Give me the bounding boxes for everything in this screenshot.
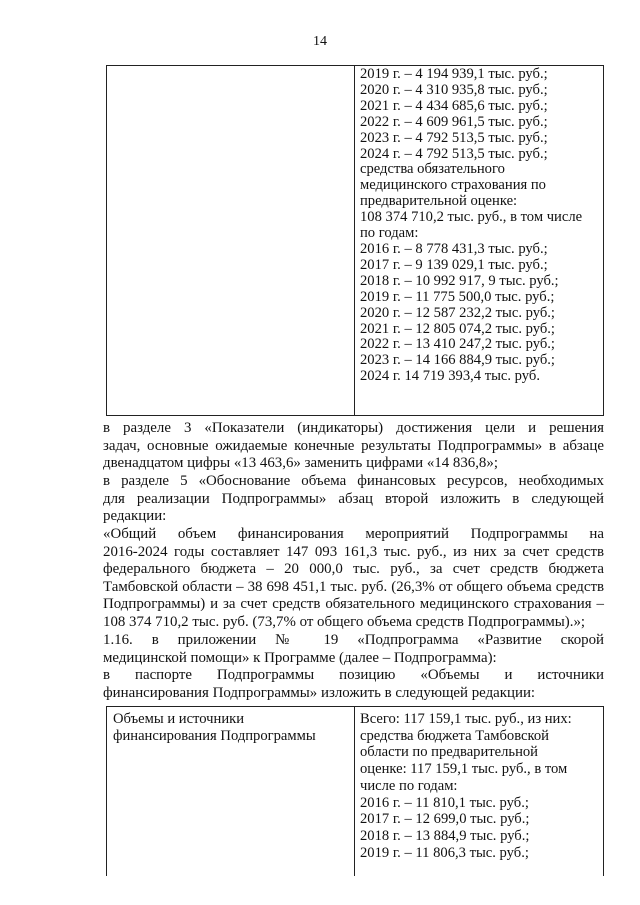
table-line: 2021 г. – 4 434 685,6 тыс. руб.; [359, 97, 548, 114]
paragraph-section-3 [103, 420, 604, 473]
financing-table-continued [106, 65, 604, 416]
table-line: 2020 г. – 12 587 232,2 тыс. руб.; [359, 304, 555, 321]
table-line: 108 374 710,2 тыс. руб., в том числе [359, 209, 583, 226]
paragraph-line: 2016-2024 годы составляет 147 093 161,3 тыс. руб., из них за счет средств [103, 543, 604, 560]
table-left-cell [107, 707, 355, 876]
paragraph-line: медицинской помощи» к Программе (далее – Подпрограмма): [103, 649, 497, 666]
table-line: оценке: 117 159,1 тыс. руб., в том [360, 761, 568, 778]
paragraph-quote-total [103, 526, 604, 632]
table-line: средства обязательного [359, 161, 505, 178]
table-line: 2020 г. – 4 310 935,8 тыс. руб.; [359, 81, 548, 98]
paragraph-line: Тамбовской области – 38 698 451,1 тыс. руб. (26,3% от общего объема средств [103, 578, 604, 595]
table-line: 2024 г. – 4 792 513,5 тыс. руб.; [359, 145, 548, 162]
table-right-cell [355, 707, 603, 876]
table-line: числе по годам: [360, 777, 458, 794]
table-line: предварительной оценке: [359, 193, 518, 210]
table-line: 2019 г. – 11 775 500,0 тыс. руб.; [359, 288, 555, 305]
paragraph-line: в разделе 5 «Обоснование объема финансовых ресурсов, необходимых [103, 473, 604, 489]
table-line: 2018 г. – 10 992 917, 9 тыс. руб.; [359, 272, 559, 289]
table-line: 2023 г. – 14 166 884,9 тыс. руб.; [359, 352, 555, 369]
table-left-cell [107, 66, 355, 415]
paragraph-line: 108 374 710,2 тыс. руб. (73,7% от общего объема средств Подпрограммы).»; [103, 613, 586, 630]
paragraph-line: Подпрограммы) и за счет средств обязательного медицинского страхования – [103, 596, 604, 613]
financing-table-new [106, 706, 604, 876]
table-line: 2022 г. – 4 609 961,5 тыс. руб.; [359, 113, 548, 130]
paragraph-line: федерального бюджета – 20 000,0 тыс. руб., за счет средств бюджета [103, 561, 604, 578]
paragraph-line: двенадцатом цифры «13 463,6» заменить цифрами «14 836,8»; [103, 455, 498, 472]
paragraph-line: для реализации Подпрограммы» абзац второй изложить в следующей [103, 490, 604, 507]
paragraph-line: задач, основные ожидаемые конечные результаты Подпрограммы» в абзаце [103, 437, 604, 454]
table-line: 2024 г. 14 719 393,4 тыс. руб. [359, 368, 540, 385]
table-line: 2019 г. – 11 806,3 тыс. руб.; [360, 844, 529, 861]
table-line: Всего: 117 159,1 тыс. руб., из них: [360, 711, 572, 727]
table-line: 2017 г. – 12 699,0 тыс. руб.; [360, 811, 530, 828]
paragraph-line: «Общий объем финансирования мероприятий Подпрограммы на [103, 526, 604, 542]
paragraph-item-1-16 [103, 632, 604, 667]
paragraph-line: финансирования Подпрограммы» изложить в следующей редакции: [103, 684, 536, 701]
table-line: финансирования Подпрограммы [113, 727, 316, 744]
table-line: 2018 г. – 13 884,9 тыс. руб.; [360, 827, 530, 844]
table-line: 2019 г. – 4 194 939,1 тыс. руб.; [359, 66, 548, 82]
table-line: медицинского страхования по [359, 177, 546, 194]
paragraph-passport [103, 667, 604, 702]
table-line: средства бюджета Тамбовской [360, 727, 549, 744]
table-line: 2021 г. – 12 805 074,2 тыс. руб.; [359, 320, 555, 337]
table-line: Объемы и источники [113, 711, 245, 727]
paragraph-line: в паспорте Подпрограммы позицию «Объемы и источники [103, 667, 604, 683]
paragraph-line: в разделе 3 «Показатели (индикаторы) достижения цели и решения [103, 420, 604, 436]
table-line: 2016 г. – 8 778 431,3 тыс. руб.; [359, 240, 548, 257]
table-line: 2022 г. – 13 410 247,2 тыс. руб.; [359, 336, 555, 353]
paragraph-section-5 [103, 473, 604, 526]
table-line: 2023 г. – 4 792 513,5 тыс. руб.; [359, 129, 548, 146]
page-number: 14 [313, 34, 327, 49]
paragraph-line: 1.16. в приложении № 19 «Подпрограмма «Развитие скорой [103, 632, 604, 648]
table-line: 2016 г. – 11 810,1 тыс. руб.; [360, 794, 529, 811]
table-line: 2017 г. – 9 139 029,1 тыс. руб.; [359, 256, 548, 273]
table-line: по годам: [359, 225, 419, 242]
table-line: области по предварительной [360, 744, 538, 761]
paragraph-line: редакции: [103, 508, 167, 525]
table-right-cell [355, 66, 603, 415]
